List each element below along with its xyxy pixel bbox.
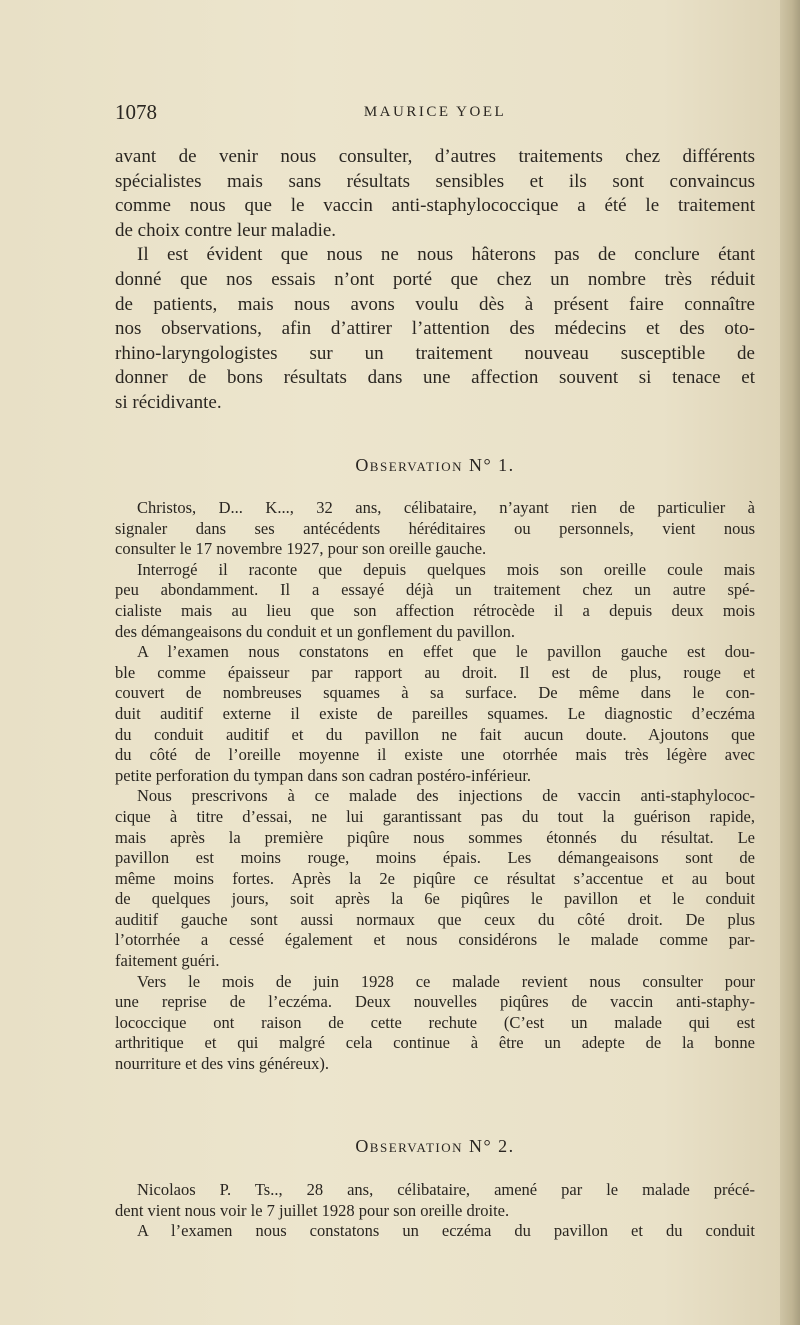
text-line: auditif gauche sont aussi normaux que ceux du côté droit. De plus [115, 909, 755, 929]
text-line: rhino-laryngologistes sur un traitement nouveau susceptible de [115, 342, 755, 364]
text-line: cique à titre d’essai, ne lui garantissant pas du tout la guérison rapide, [115, 806, 755, 826]
text-line: l’otorrhée a cessé également et nous considérons le malade comme par- [115, 930, 755, 950]
text-line: du conduit auditif et du pavillon ne fait aucun doute. Ajoutons que [115, 724, 755, 744]
text-line: si récidivante. [115, 391, 222, 413]
text-line: du côté de l’oreille moyenne il existe une otorrhée mais très légère avec [115, 745, 755, 765]
text-line: dent vient nous voir le 7 juillet 1928 pour son oreille droite. [115, 1200, 510, 1220]
text-line: Nous prescrivons à ce malade des injections de vaccin anti-staphylococ- [137, 786, 755, 806]
text-line: donné que nos essais n’ont porté que chez un nombre très réduit [115, 268, 755, 290]
text-line: Vers le mois de juin 1928 ce malade revient nous consulter pour [137, 971, 755, 991]
text-line: pavillon est moins rouge, moins épais. Les démangeaisons sont de [115, 848, 755, 868]
text-line: Il est évident que nous ne nous hâterons pas de conclure étant [137, 244, 755, 266]
text-line: cialiste mais au lieu que son affection rétrocède il a depuis deux mois [115, 600, 755, 620]
text-line: lococcique ont raison de cette rechute (C’est un malade qui est [115, 1012, 755, 1032]
text-line: duit auditif externe il existe de pareilles squames. Le diagnostic d’eczéma [115, 703, 755, 723]
running-head: MAURICE YOEL [363, 104, 507, 120]
text-line: consulter le 17 novembre 1927, pour son oreille gauche. [115, 539, 487, 559]
observation-1-text [115, 498, 755, 1075]
intro-text [115, 145, 755, 416]
text-line: peu abondamment. Il a essayé déjà un traitement chez un autre spé- [115, 580, 755, 600]
text-line: A l’examen nous constatons un eczéma du pavillon et du conduit [137, 1221, 755, 1241]
text-line: donner de bons résultats dans une affection souvent si tenace et [115, 367, 755, 389]
observation-2-text [115, 1180, 755, 1242]
text-line: avant de venir nous consulter, d’autres traitements chez différents [115, 146, 755, 167]
text-line: Christos, D... K..., 32 ans, célibataire, n’ayant rien de particulier à [137, 498, 755, 517]
text-line: nourriture et des vins généreux). [115, 1054, 329, 1074]
text-line: des démangeaisons du conduit et un gonflement du pavillon. [115, 621, 516, 641]
text-line: mais après la première piqûre nous sommes étonnés du résultat. Le [115, 827, 755, 847]
text-line: ble comme épaisseur par rapport au droit. Il est de plus, rouge et [115, 662, 755, 682]
text-line: même moins fortes. Après la 2e piqûre ce résultat s’accentue et au bout [115, 868, 755, 888]
page-number: 1078 [115, 100, 157, 124]
text-line: A l’examen nous constatons en effet que le pavillon gauche est dou- [137, 642, 755, 662]
text-line: de choix contre leur maladie. [115, 219, 337, 241]
text-line: nos observations, afin d’attirer l’attention des médecins et des oto- [115, 318, 755, 340]
text-line: couvert de nombreuses squames à sa surface. De même dans le con- [115, 683, 755, 703]
text-line: de quelques jours, soit après la 6e piqûres le pavillon et le conduit [115, 889, 755, 909]
page-header [115, 100, 755, 130]
text-line: Nicolaos P. Ts.., 28 ans, célibataire, amené par le malade précé- [137, 1180, 755, 1199]
page-edge [780, 0, 800, 1325]
observation-2-heading: Observation N° 2. [355, 1136, 515, 1156]
text-line: arthritique et qui malgré cela continue à être un adepte de la bonne [115, 1033, 755, 1053]
text-line: Interrogé il raconte que depuis quelques mois son oreille coule mais [137, 559, 755, 579]
text-line: de patients, mais nous avons voulu dès à présent faire connaître [115, 293, 755, 315]
text-line: une reprise de l’eczéma. Deux nouvelles piqûres de vaccin anti-staphy- [115, 992, 755, 1012]
text-line: spécialistes mais sans résultats sensibles et ils sont convaincus [115, 170, 755, 192]
text-line: comme nous que le vaccin anti-staphylococcique a été le traitement [115, 195, 755, 217]
observation-1-heading: Observation N° 1. [355, 455, 515, 475]
text-line: faitement guéri. [115, 951, 220, 971]
text-line: signaler dans ses antécédents héréditaires ou personnels, vient nous [115, 518, 755, 538]
text-line: petite perforation du tympan dans son cadran postéro-inférieur. [115, 765, 532, 785]
